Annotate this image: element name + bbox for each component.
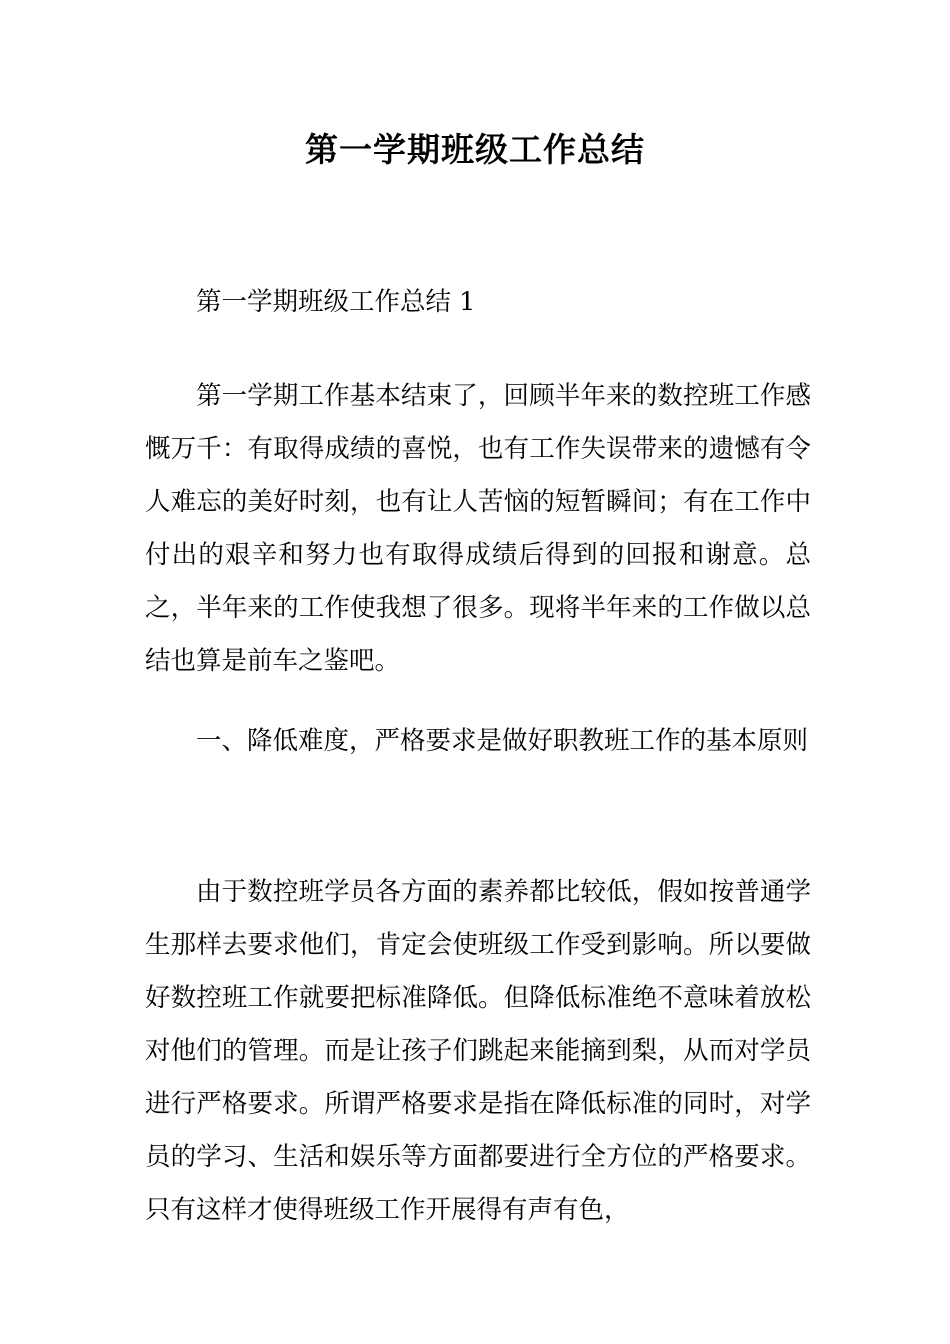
intro-paragraph: 第一学期工作基本结束了，回顾半年来的数控班工作感慨万千：有取得成绩的喜悦，也有工作失误带来的遗憾有令人难忘的美好时刻，也有让人苦恼的短暂瞬间；有在工作中付出的艰辛和努力也有取得成绩后得到的回报和谢意。总之，半年来的工作使我想了很多。现将半年来的工作做以总结也算是前车之鉴吧。	[145, 381, 811, 676]
section-subtitle: 第一学期班级工作总结 1	[196, 287, 476, 317]
body-paragraph-2: 由于数控班学员各方面的素养都比较低，假如按普通学生那样去要求他们，肯定会使班级工作受到影响。所以要做好数控班工作就要把标准降低。但降低标准绝不意味着放松对他们的管理。而是让孩子们跳起来能摘到梨，从而对学员进行严格要求。所谓严格要求是指在降低标准的同时，对学员的学习、生活和娱乐等方面都要进行全方位的严格要求。只有这样才使得班级工作开展得有声有色，	[145, 877, 811, 1225]
document-title: 第一学期班级工作总结	[305, 130, 645, 169]
section-heading-1: 一、降低难度，严格要求是做好职教班工作的基本原则	[196, 726, 809, 756]
